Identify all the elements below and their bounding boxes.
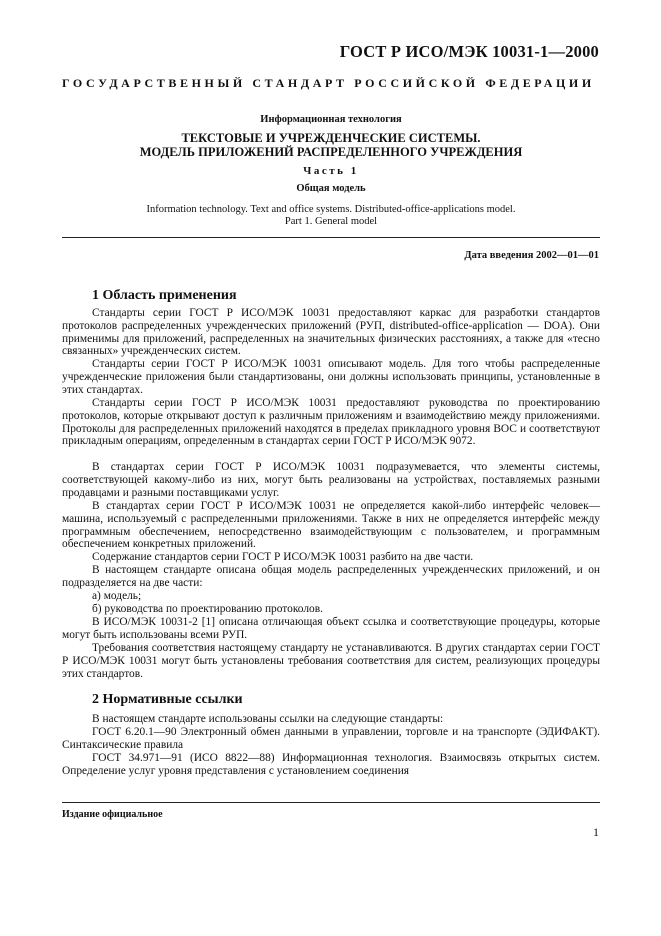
section-1-paragraph: Стандарты серии ГОСТ Р ИСО/МЭК 10031 предоставляют руководства по проектированию протоколов, которые открывают доступ к различным приложениям и взаимодействию между приложениями. Протоколы для распределенных приложений находятся в пределах прикладного уровня ВОС и соответствуют прикладным операциям, определенным в стандартах серии ГОСТ Р ИСО/МЭК 9072. <box>62 397 600 448</box>
part-label: Часть 1 <box>303 165 359 177</box>
document-number: ГОСТ Р ИСО/МЭК 10031-1—2000 <box>339 42 599 61</box>
introduction-date: Дата введения 2002—01—01 <box>464 250 599 261</box>
title-field: Информационная технология <box>260 114 402 125</box>
section-2-heading: 2 Нормативные ссылки <box>92 692 243 707</box>
page-number: 1 <box>593 825 599 839</box>
list-item: б) руководства по проектированию протоколов. <box>92 603 323 615</box>
section-1-heading: 1 Область применения <box>92 288 237 303</box>
list-item: а) модель; <box>92 590 142 602</box>
section-1-paragraph: Содержание стандартов серии ГОСТ Р ИСО/МЭК 10031 разбито на две части. <box>92 551 474 563</box>
section-1-paragraph: В настоящем стандарте описана общая модель распределенных учрежденческих приложений, и он подразделяется на две части: <box>62 564 600 589</box>
section-2-paragraph: ГОСТ 34.971—91 (ИСО 8822—88) Информационная технология. Взаимосвязь открытых систем. Определение услуг уровня представления с установлением соединения <box>62 752 600 777</box>
official-edition-note: Издание официальное <box>62 809 163 820</box>
section-1-paragraph: В стандартах серии ГОСТ Р ИСО/МЭК 10031 подразумевается, что элементы системы, соответствующей какому-либо из них, могут быть реализованы на устройствах, поставляемых разными продавцами и разными поставщиками услуг. <box>62 461 600 499</box>
main-title-line-2: МОДЕЛЬ ПРИЛОЖЕНИЙ РАСПРЕДЕЛЕННОГО УЧРЕЖДЕНИЯ <box>139 145 523 159</box>
section-2-paragraph: ГОСТ 6.20.1—90 Электронный обмен данными в управлении, торговле и на транспорте (ЭДИФАКТ). Синтаксические правила <box>62 726 600 751</box>
title-divider <box>62 237 600 238</box>
section-1-paragraph: Стандарты серии ГОСТ Р ИСО/МЭК 10031 предоставляют каркас для разработки стандартов протоколов распределенных учрежденческих приложений (РУП, distributed-office-application — DOA). Они применимы для приложений, распределенных на значительных физических расстояниях, а также для «тесно связанных» учрежденческих систем. <box>62 307 600 358</box>
section-1-paragraph: Требования соответствия настоящему стандарту не устанавливаются. В других стандартах серии ГОСТ Р ИСО/МЭК 10031 могут быть установлены требования соответствия для систем, реализующих процедуры этих стандартов. <box>62 642 600 680</box>
state-standard-banner: ГОСУДАРСТВЕННЫЙ СТАНДАРТ РОССИЙСКОЙ ФЕДЕРАЦИИ <box>62 76 595 90</box>
main-title-line-1: ТЕКСТОВЫЕ И УЧРЕЖДЕНЧЕСКИЕ СИСТЕМЫ. <box>181 131 481 145</box>
footer-divider <box>62 802 600 803</box>
english-title-line-2: Part 1. General model <box>284 216 378 227</box>
english-title <box>62 204 600 228</box>
main-title <box>62 131 600 159</box>
section-1-paragraph: В ИСО/МЭК 10031-2 [1] описана отличающая объект ссылка и соответствующие процедуры, которые могут быть использованы всеми РУП. <box>62 616 600 641</box>
section-2-paragraph: В настоящем стандарте использованы ссылки на следующие стандарты: <box>92 713 444 725</box>
section-1-paragraph: Стандарты серии ГОСТ Р ИСО/МЭК 10031 описывают модель. Для того чтобы распределенные учрежденческие приложения были стандартизованы, они должны использовать принципы, установленные в этих стандартах. <box>62 358 600 396</box>
english-title-line-1: Information technology. Text and office systems. Distributed-office-applications model. <box>146 204 516 215</box>
part-title: Общая модель <box>296 183 366 194</box>
section-1-paragraph: В стандартах серии ГОСТ Р ИСО/МЭК 10031 не определяется какой-либо интерфейс человек—машина, используемый с распределенными приложениями. Также в них не определяется интерфейс между программным обеспечением, непосредственно взаимодействующим с пользователем, и программным обеспечением конкретных приложений. <box>62 500 600 551</box>
